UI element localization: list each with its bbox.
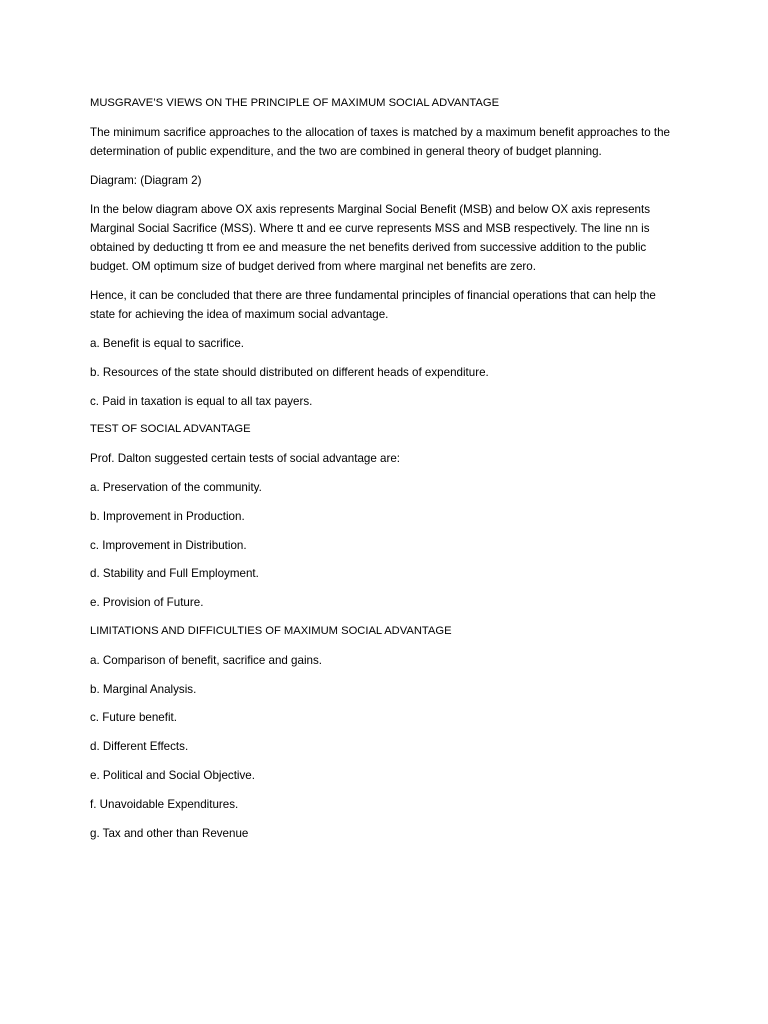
list-item-limitation: a. Comparison of benefit, sacrifice and gains. <box>90 653 322 667</box>
paragraph-conclusion: Hence, it can be concluded that there are three fundamental principles of financial operations that can help the state for achieving the idea of maximum social advantage. <box>90 289 656 322</box>
section-heading-musgrave: MUSGRAVE’S VIEWS ON THE PRINCIPLE OF MAXIMUM SOCIAL ADVANTAGE <box>90 97 500 109</box>
list-item-test: e. Provision of Future. <box>90 596 204 610</box>
list-item-limitation: g. Tax and other than Revenue <box>90 826 249 840</box>
list-item-test: b. Improvement in Production. <box>90 509 245 523</box>
diagram-reference: Diagram: (Diagram 2) <box>90 173 202 187</box>
list-item-principle: b. Resources of the state should distributed on different heads of expenditure. <box>90 365 489 379</box>
section-heading-test: TEST OF SOCIAL ADVANTAGE <box>90 423 251 436</box>
paragraph-diagram-explanation: In the below diagram above OX axis represents Marginal Social Benefit (MSB) and below OX axis represents Marginal Social Sacrifice (MSS). Where tt and ee curve represents MSS and MSB respectively. The line nn is obtained by deducting tt from ee and measure the net benefits derived from successive addition to the public budget. OM optimum size of budget derived from where marginal net benefits are zero. <box>90 202 650 274</box>
paragraph-dalton: Prof. Dalton suggested certain tests of social advantage are: <box>90 452 400 466</box>
list-item-limitation: c. Future benefit. <box>90 711 177 725</box>
list-item-limitation: d. Different Effects. <box>90 740 189 754</box>
list-item-test: a. Preservation of the community. <box>90 480 262 494</box>
list-item-limitation: e. Political and Social Objective. <box>90 768 255 782</box>
list-item-test: c. Improvement in Distribution. <box>90 538 247 552</box>
list-item-limitation: b. Marginal Analysis. <box>90 682 197 696</box>
list-item-principle: c. Paid in taxation is equal to all tax payers. <box>90 394 313 408</box>
list-item-test: d. Stability and Full Employment. <box>90 567 259 581</box>
list-item-principle: a. Benefit is equal to sacrifice. <box>90 337 245 350</box>
document-body <box>90 94 680 852</box>
list-item-limitation: f. Unavoidable Expenditures. <box>90 797 239 811</box>
paragraph-intro: The minimum sacrifice approaches to the allocation of taxes is matched by a maximum benefit approaches to the determination of public expenditure, and the two are combined in general theory of budget planning. <box>90 125 670 158</box>
section-heading-limitations: LIMITATIONS AND DIFFICULTIES OF MAXIMUM SOCIAL ADVANTAGE <box>90 624 452 637</box>
